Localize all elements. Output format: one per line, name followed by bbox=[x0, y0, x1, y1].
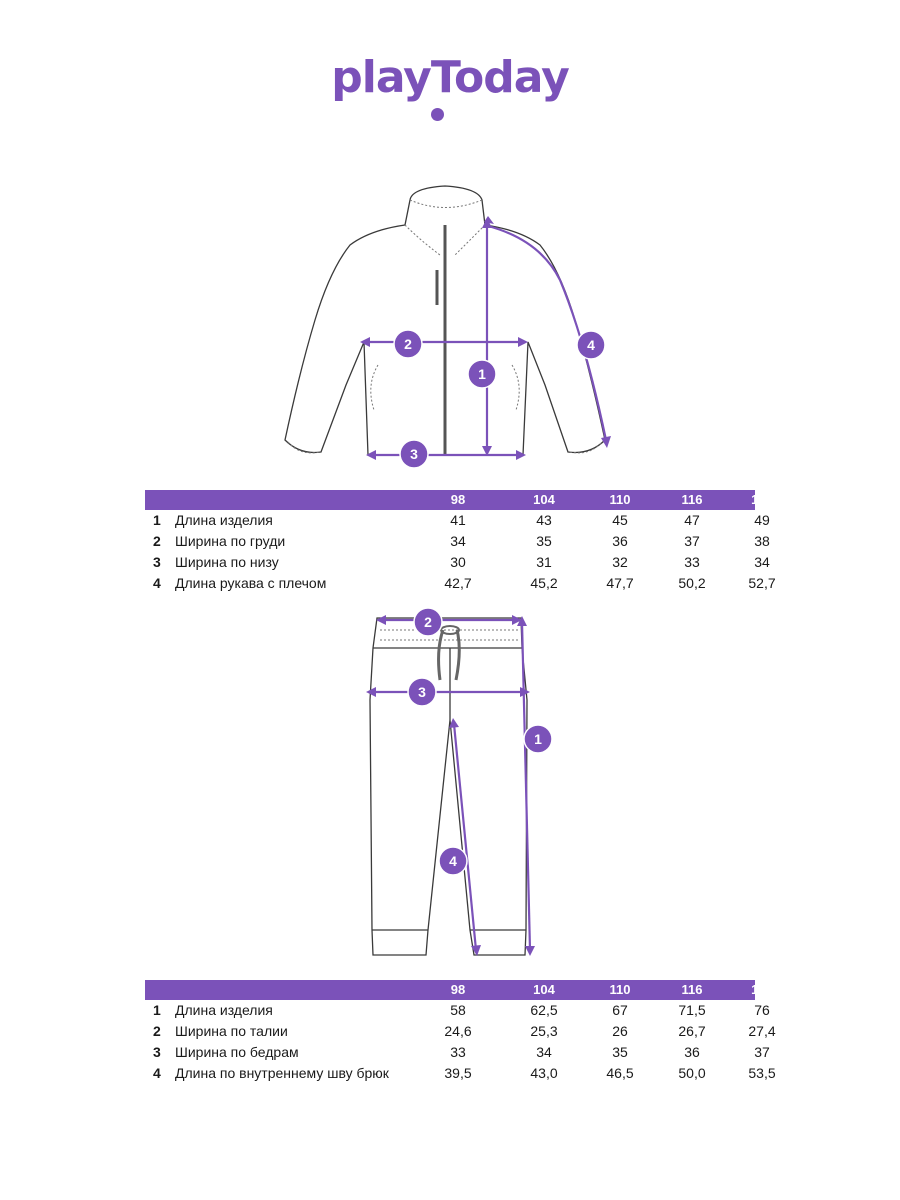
table-row bbox=[145, 573, 776, 594]
pants-measure-4 bbox=[439, 718, 481, 956]
pants-badge-1: 1 bbox=[534, 731, 542, 747]
row-value: 52,7 bbox=[748, 575, 776, 591]
jacket-size-table bbox=[145, 490, 776, 594]
jacket-badge-2: 2 bbox=[404, 336, 412, 352]
row-label: Ширина по низу bbox=[175, 554, 279, 570]
row-number: 1 bbox=[153, 512, 161, 528]
row-value: 36 bbox=[612, 533, 628, 549]
row-value: 35 bbox=[536, 533, 552, 549]
size-header: 110 bbox=[609, 982, 631, 997]
row-value: 34 bbox=[536, 1044, 552, 1060]
size-header: 116 bbox=[681, 492, 703, 507]
jacket-outline bbox=[285, 186, 605, 455]
jacket-badge-1: 1 bbox=[478, 366, 486, 382]
row-number: 1 bbox=[153, 1002, 161, 1018]
pants-table-header bbox=[145, 980, 773, 1000]
size-header: 98 bbox=[450, 982, 466, 997]
jacket-measure-4 bbox=[484, 216, 611, 448]
pants-outline bbox=[370, 618, 527, 955]
row-value: 26,7 bbox=[678, 1023, 706, 1039]
row-label: Ширина по талии bbox=[175, 1023, 288, 1039]
row-value: 41 bbox=[450, 512, 466, 528]
row-value: 34 bbox=[450, 533, 466, 549]
row-value: 37 bbox=[684, 533, 700, 549]
row-value: 47 bbox=[684, 512, 700, 528]
row-value: 25,3 bbox=[530, 1023, 558, 1039]
table-row bbox=[145, 552, 770, 573]
size-header: 116 bbox=[681, 982, 703, 997]
table-row bbox=[145, 1021, 776, 1042]
row-label: Ширина по груди bbox=[175, 533, 286, 549]
row-value: 33 bbox=[450, 1044, 466, 1060]
row-value: 58 bbox=[450, 1002, 466, 1018]
row-value: 71,5 bbox=[678, 1002, 706, 1018]
row-value: 76 bbox=[754, 1002, 770, 1018]
table-row bbox=[145, 1042, 770, 1063]
row-value: 45,2 bbox=[530, 575, 558, 591]
row-number: 2 bbox=[153, 533, 161, 549]
row-value: 36 bbox=[684, 1044, 700, 1060]
row-number: 3 bbox=[153, 554, 161, 570]
row-value: 43,0 bbox=[530, 1065, 558, 1081]
pants-measure-2 bbox=[376, 608, 522, 636]
pants-figure bbox=[0, 600, 900, 970]
jacket-table-header bbox=[145, 490, 773, 510]
row-number: 4 bbox=[153, 575, 161, 591]
jacket-measure-1 bbox=[468, 218, 496, 456]
row-value: 34 bbox=[754, 554, 770, 570]
table-row bbox=[145, 510, 770, 531]
row-number: 2 bbox=[153, 1023, 161, 1039]
jacket-figure bbox=[0, 0, 900, 480]
row-value: 37 bbox=[754, 1044, 770, 1060]
brand-logo: playToday bbox=[331, 52, 569, 103]
row-number: 3 bbox=[153, 1044, 161, 1060]
row-value: 47,7 bbox=[606, 575, 634, 591]
row-number: 4 bbox=[153, 1065, 161, 1081]
size-header: 98 bbox=[450, 492, 466, 507]
row-value: 50,0 bbox=[678, 1065, 706, 1081]
jacket-badge-4: 4 bbox=[587, 337, 595, 353]
pants-measure-3 bbox=[366, 678, 530, 706]
pants-badge-2: 2 bbox=[424, 614, 432, 630]
size-header: 104 bbox=[533, 492, 555, 507]
row-label: Длина изделия bbox=[175, 1002, 273, 1018]
row-value: 67 bbox=[612, 1002, 628, 1018]
size-header: 122 bbox=[751, 492, 773, 507]
jacket-badge-3: 3 bbox=[410, 446, 418, 462]
row-value: 26 bbox=[612, 1023, 628, 1039]
row-value: 27,4 bbox=[748, 1023, 776, 1039]
row-value: 50,2 bbox=[678, 575, 706, 591]
row-value: 53,5 bbox=[748, 1065, 776, 1081]
row-label: Длина изделия bbox=[175, 512, 273, 528]
row-value: 49 bbox=[754, 512, 770, 528]
row-value: 45 bbox=[612, 512, 628, 528]
pants-size-table bbox=[145, 980, 776, 1084]
size-header: 122 bbox=[751, 982, 773, 997]
row-value: 31 bbox=[536, 554, 552, 570]
row-value: 43 bbox=[536, 512, 552, 528]
row-value: 32 bbox=[612, 554, 628, 570]
row-value: 24,6 bbox=[444, 1023, 472, 1039]
pants-badge-3: 3 bbox=[418, 684, 426, 700]
row-value: 38 bbox=[754, 533, 770, 549]
row-label: Длина по внутреннему шву брюк bbox=[175, 1065, 389, 1081]
row-value: 30 bbox=[450, 554, 466, 570]
row-value: 42,7 bbox=[444, 575, 472, 591]
table-row bbox=[145, 1063, 776, 1084]
pants-badge-4: 4 bbox=[449, 853, 457, 869]
pants-measure-1 bbox=[517, 616, 552, 956]
table-row bbox=[145, 531, 770, 552]
size-header: 110 bbox=[609, 492, 631, 507]
row-value: 46,5 bbox=[606, 1065, 634, 1081]
row-value: 33 bbox=[684, 554, 700, 570]
row-label: Ширина по бедрам bbox=[175, 1044, 299, 1060]
row-value: 35 bbox=[612, 1044, 628, 1060]
table-row bbox=[145, 1000, 770, 1021]
row-value: 62,5 bbox=[530, 1002, 558, 1018]
row-value: 39,5 bbox=[444, 1065, 472, 1081]
size-header: 104 bbox=[533, 982, 555, 997]
row-label: Длина рукава с плечом bbox=[175, 575, 327, 591]
